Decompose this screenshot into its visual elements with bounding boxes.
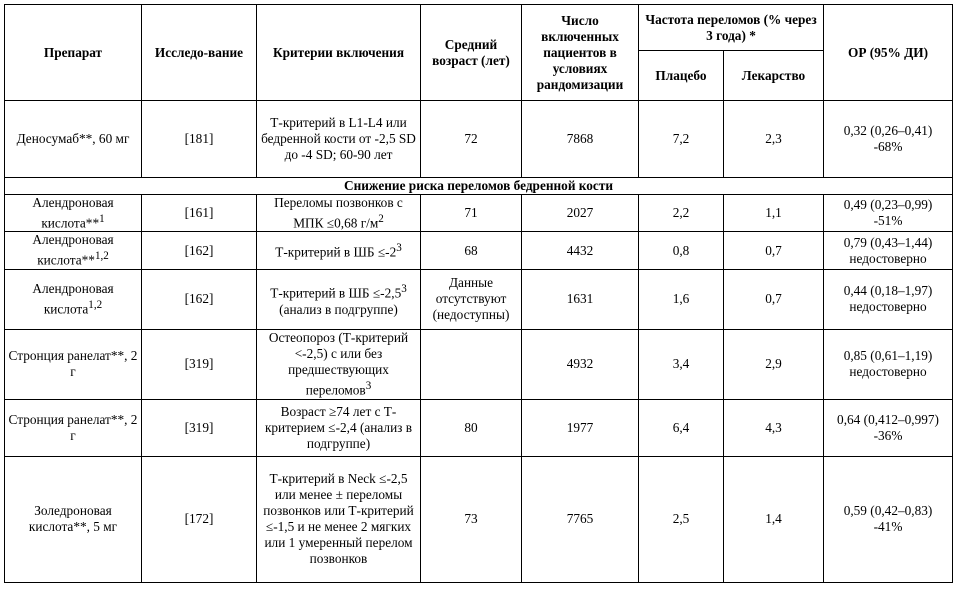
- header-or: ОР (95% ДИ): [824, 5, 953, 101]
- or-value: 0,44 (0,18–1,97): [843, 283, 933, 299]
- cell-medicine: 2,9: [724, 329, 824, 399]
- cell-or: [824, 399, 953, 456]
- or-note: -41%: [873, 519, 903, 535]
- cell-criteria: [257, 232, 421, 269]
- or-note: недостоверно: [849, 250, 927, 266]
- cell-age: 80: [421, 399, 522, 456]
- criteria-footnote: 3: [365, 380, 372, 393]
- cell-or: [824, 232, 953, 269]
- cell-patients: 1631: [522, 269, 639, 329]
- or-value: 0,85 (0,61–1,19): [843, 348, 933, 364]
- cell-placebo: 3,4: [639, 329, 724, 399]
- cell-age: Данные отсутствуют (недоступны): [421, 269, 522, 329]
- criteria-text: Переломы позвонков с МПК ≤0,68 г/м: [274, 195, 403, 231]
- or-note: -36%: [873, 427, 903, 443]
- cell-placebo: 2,5: [639, 456, 724, 582]
- cell-placebo: 6,4: [639, 399, 724, 456]
- cell-drug: Деносумаб**, 60 мг: [5, 101, 142, 178]
- cell-patients: 1977: [522, 399, 639, 456]
- or-note: недостоверно: [849, 364, 927, 380]
- cell-age: 73: [421, 456, 522, 582]
- table-row: [5, 195, 953, 232]
- or-note: -68%: [873, 139, 903, 154]
- header-study: Исследо-вание: [142, 5, 257, 101]
- cell-or: [824, 456, 953, 582]
- criteria-text: Т-критерий в ШБ ≤-2,5: [270, 285, 402, 301]
- table-row: [5, 101, 953, 178]
- cell-medicine: 2,3: [724, 101, 824, 178]
- cell-medicine: 4,3: [724, 399, 824, 456]
- or-value: 0,49 (0,23–0,99): [843, 197, 933, 213]
- or-value: 0,59 (0,42–0,83): [843, 503, 933, 519]
- header-drug: Препарат: [5, 5, 142, 101]
- cell-or: [824, 101, 953, 178]
- drug-name: Алендроновая кислота: [32, 281, 114, 317]
- cell-medicine: 1,4: [724, 456, 824, 582]
- cell-placebo: 0,8: [639, 232, 724, 269]
- cell-drug: Стронция ранелат**, 2 г: [5, 399, 142, 456]
- fracture-risk-table: [4, 4, 953, 583]
- criteria-subgroup: (анализ в подгруппе): [279, 301, 398, 317]
- drug-name: Алендроновая кислота**: [32, 232, 114, 268]
- table-row: [5, 269, 953, 329]
- criteria-footnote: 3: [396, 242, 402, 255]
- drug-name: Алендроновая кислота**: [32, 195, 114, 231]
- or-value: 0,64 (0,412–0,997): [837, 411, 939, 427]
- or-note: -51%: [873, 213, 903, 229]
- section-row: [5, 178, 953, 195]
- cell-criteria: Т-критерий в Neck ≤-2,5 или менее ± переломы позвонков или Т-критерий ≤-1,5 и не менее 2 мягких или 1 умеренный перелом позвонков: [257, 456, 421, 582]
- cell-placebo: 2,2: [639, 195, 724, 232]
- drug-footnote: 1,2: [88, 299, 103, 312]
- section-title: Снижение риска переломов бедренной кости: [5, 178, 953, 195]
- cell-medicine: 1,1: [724, 195, 824, 232]
- cell-medicine: 0,7: [724, 232, 824, 269]
- criteria-footnote: 3: [401, 283, 407, 296]
- cell-drug: Стронция ранелат**, 2 г: [5, 329, 142, 399]
- cell-criteria: [257, 195, 421, 232]
- header-criteria: Критерии включения: [257, 5, 421, 101]
- cell-study: [181]: [142, 101, 257, 178]
- cell-drug: [5, 269, 142, 329]
- header-age: Средний возраст (лет): [421, 5, 522, 101]
- cell-age: 68: [421, 232, 522, 269]
- table-row: [5, 399, 953, 456]
- cell-study: [172]: [142, 456, 257, 582]
- criteria-text: Т-критерий в ШБ ≤-2: [275, 244, 397, 260]
- cell-study: [161]: [142, 195, 257, 232]
- cell-patients: 7868: [522, 101, 639, 178]
- cell-patients: 2027: [522, 195, 639, 232]
- cell-placebo: 1,6: [639, 269, 724, 329]
- cell-or: [824, 329, 953, 399]
- header-patients: Число включенных пациентов в условиях рандомизации: [522, 5, 639, 101]
- drug-footnote: 1: [99, 213, 105, 225]
- or-note: недостоверно: [849, 299, 927, 315]
- cell-criteria: [257, 329, 421, 399]
- table-row: [5, 456, 953, 582]
- criteria-text: Остеопороз (Т-критерий <-2,5) с или без предшествующих переломов: [268, 330, 409, 398]
- cell-age: 71: [421, 195, 522, 232]
- cell-age: [421, 329, 522, 399]
- cell-drug: [5, 232, 142, 269]
- or-value: 0,32 (0,26–0,41): [843, 123, 933, 138]
- cell-criteria: Т-критерий в L1-L4 или бедренной кости от -2,5 SD до -4 SD; 60-90 лет: [257, 101, 421, 178]
- cell-drug: [5, 195, 142, 232]
- cell-patients: 7765: [522, 456, 639, 582]
- cell-drug: Золедроновая кислота**, 5 мг: [5, 456, 142, 582]
- table-row: [5, 329, 953, 399]
- cell-criteria: [257, 269, 421, 329]
- or-value: 0,79 (0,43–1,44): [843, 234, 933, 250]
- table-row: [5, 232, 953, 269]
- cell-study: [319]: [142, 399, 257, 456]
- cell-placebo: 7,2: [639, 101, 724, 178]
- cell-study: [319]: [142, 329, 257, 399]
- cell-patients: 4932: [522, 329, 639, 399]
- cell-criteria: Возраст ≥74 лет с Т-критерием ≤-2,4 (анализ в подгруппе): [257, 399, 421, 456]
- cell-or: [824, 195, 953, 232]
- cell-or: [824, 269, 953, 329]
- criteria-sup: 2: [378, 213, 384, 225]
- cell-study: [162]: [142, 232, 257, 269]
- header-fracture-frequency: Частота переломов (% через 3 года) *: [639, 5, 824, 51]
- cell-medicine: 0,7: [724, 269, 824, 329]
- cell-age: 72: [421, 101, 522, 178]
- header-placebo: Плацебо: [639, 51, 724, 101]
- drug-footnote: 1,2: [94, 250, 109, 263]
- cell-study: [162]: [142, 269, 257, 329]
- cell-patients: 4432: [522, 232, 639, 269]
- header-medicine: Лекарство: [724, 51, 824, 101]
